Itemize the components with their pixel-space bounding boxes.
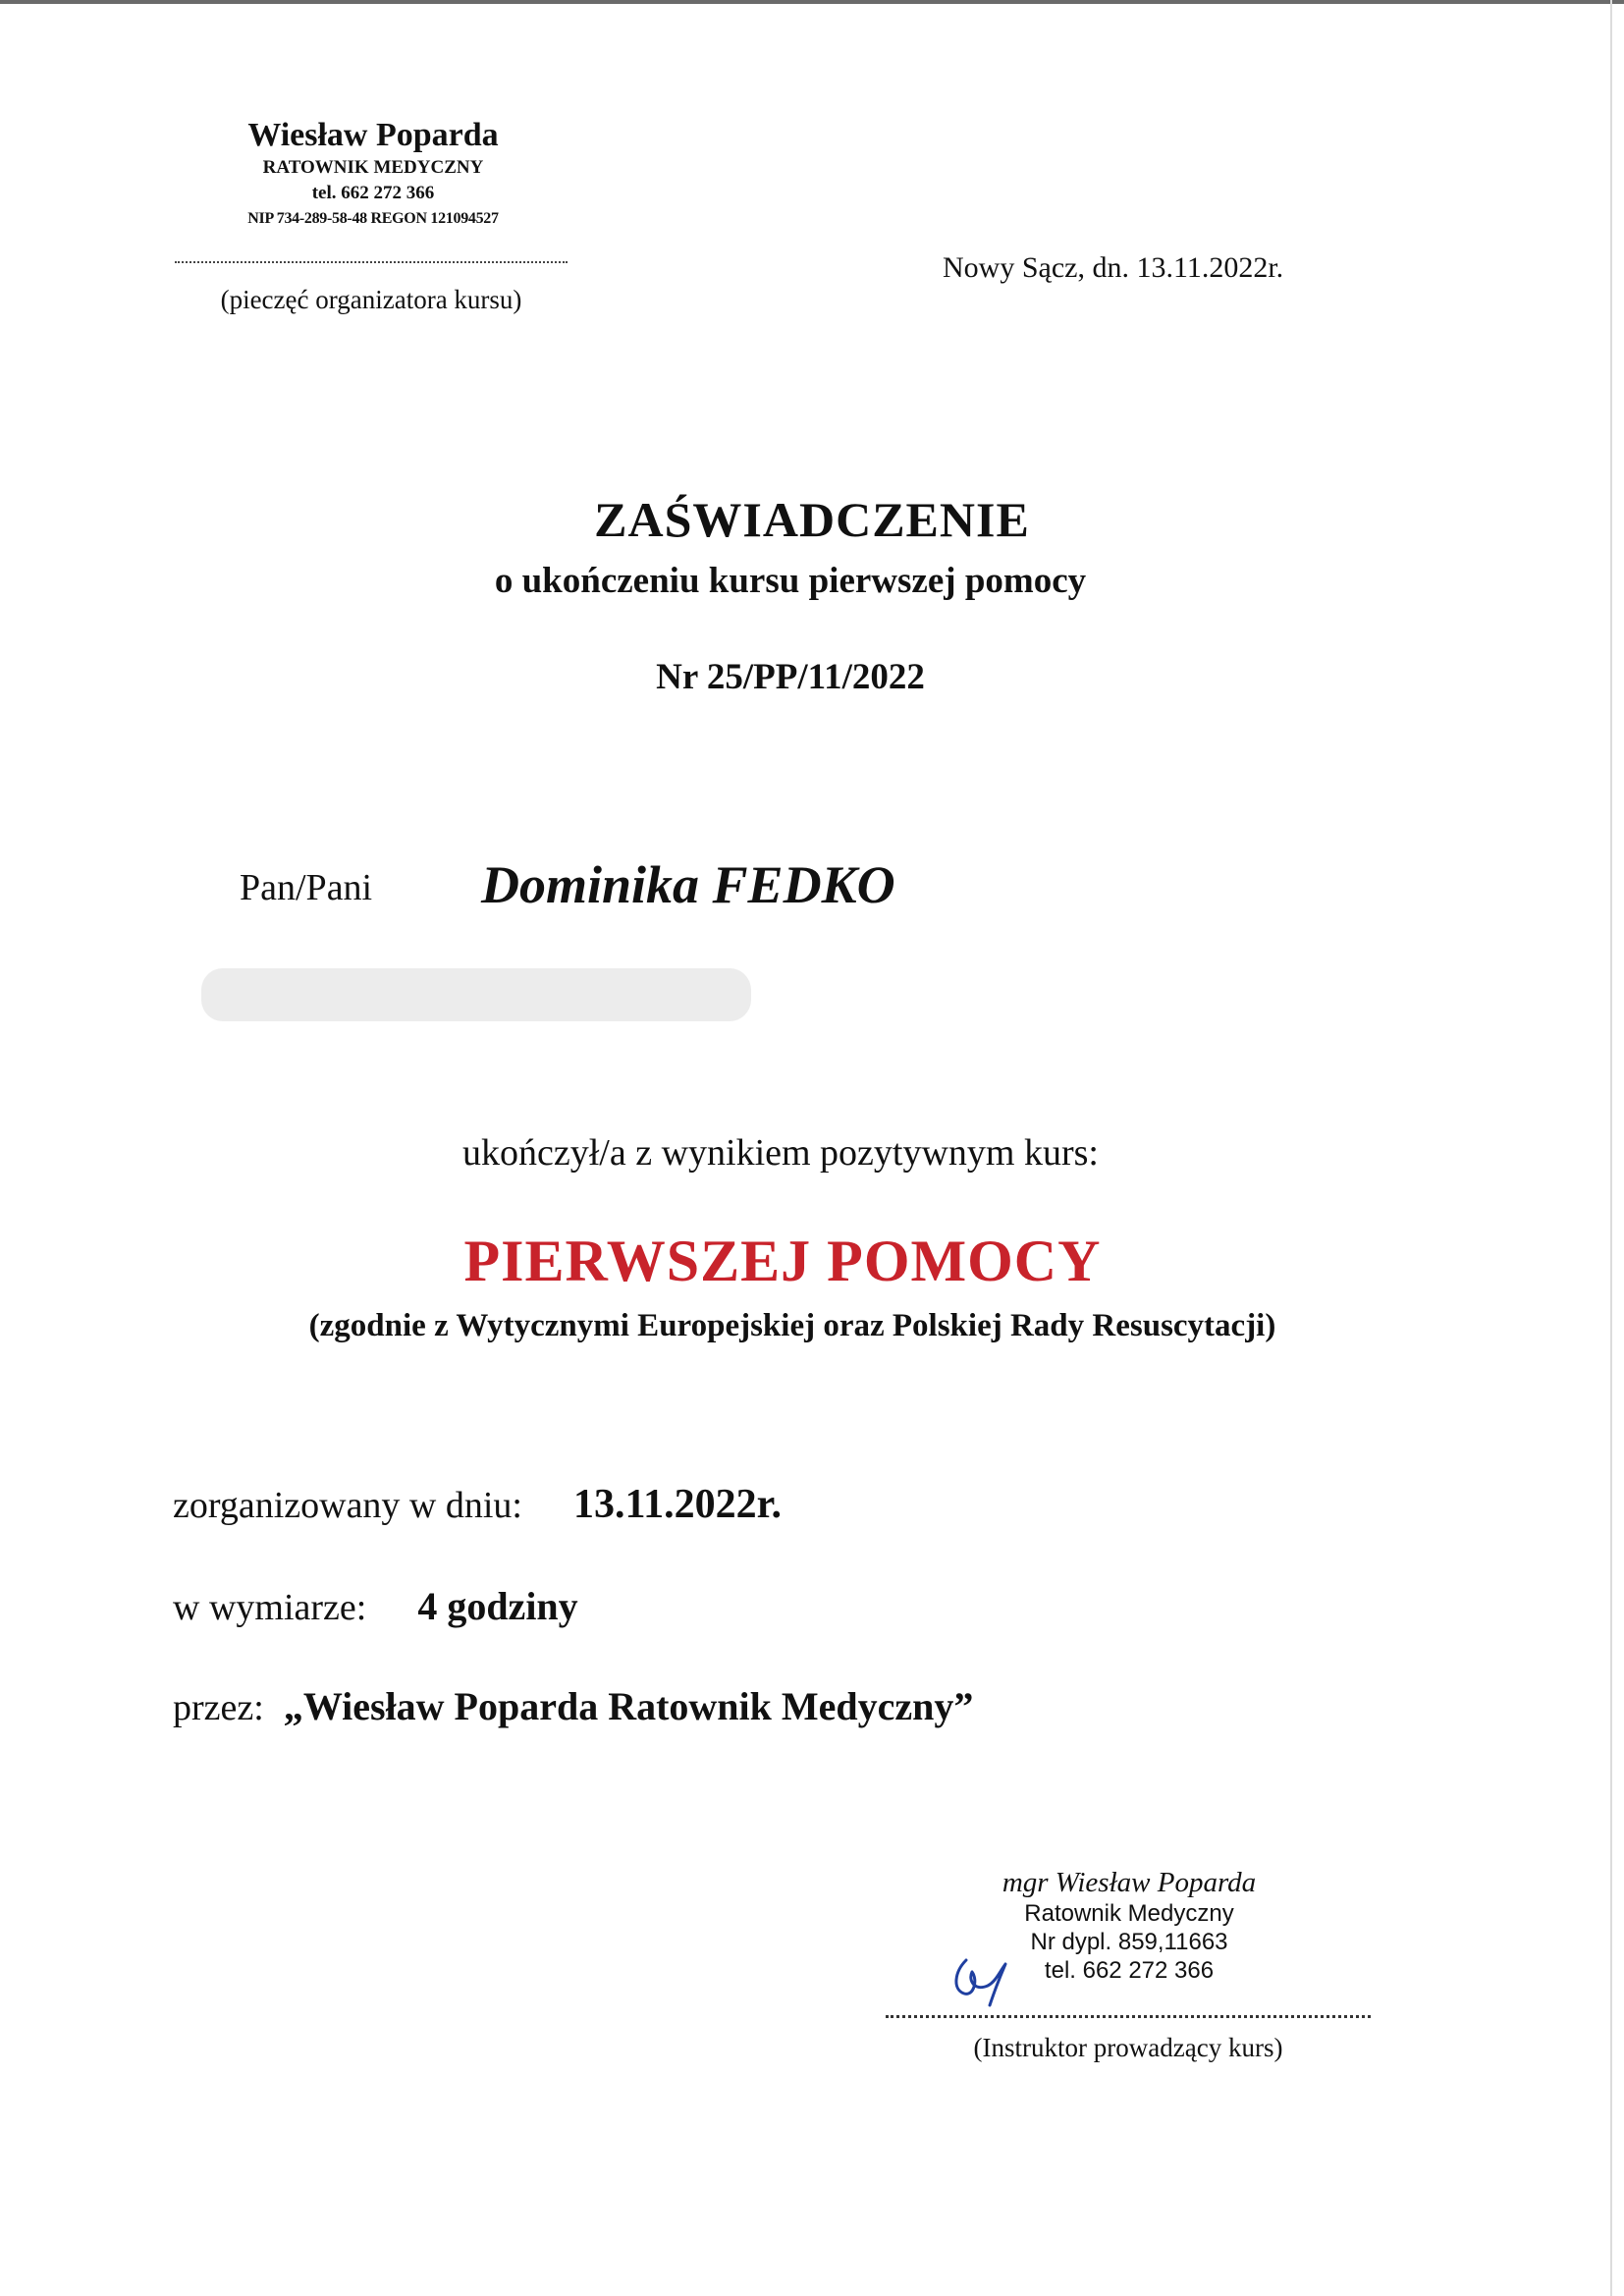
organized-label: zorganizowany w dniu: — [173, 1485, 522, 1526]
duration-row — [173, 1583, 578, 1629]
course-title: PIERWSZEJ POMOCY — [463, 1229, 1102, 1293]
duration-value: 4 godziny — [417, 1584, 578, 1628]
organized-row — [173, 1481, 782, 1528]
recipient-name: Dominika FEDKO — [481, 855, 895, 914]
signature-dotted-line — [886, 2011, 1371, 2018]
course-guidelines: (zgodnie z Wytycznymi Europejskiej oraz Polskiej Rady Resuscytacji) — [308, 1308, 1276, 1343]
document-title: ZAŚWIADCZENIE — [594, 492, 1030, 547]
redacted-field — [201, 968, 751, 1021]
instructor-diploma: Nr dypl. 859,11663 — [1030, 1929, 1228, 1955]
stamp-role: RATOWNIK MEDYCZNY — [262, 157, 484, 178]
stamp-ids: NIP 734-289-58-48 REGON 121094527 — [247, 210, 499, 227]
organizer-row — [173, 1683, 973, 1729]
organized-date: 13.11.2022r. — [573, 1482, 782, 1527]
scan-edge-top — [0, 0, 1624, 4]
stamp-caption: (pieczęć organizatora kursu) — [220, 285, 522, 314]
organizer-value: „Wiesław Poparda Ratownik Medyczny” — [283, 1684, 974, 1728]
duration-label: w wymiarze: — [173, 1587, 367, 1628]
stamp-phone: tel. 662 272 366 — [311, 183, 435, 203]
instructor-phone: tel. 662 272 366 — [1044, 1957, 1215, 1984]
scan-edge-right — [1610, 0, 1612, 2296]
signature-caption: (Instruktor prowadzący kurs) — [973, 2033, 1283, 2062]
place-date: Nowy Sącz, dn. 13.11.2022r. — [943, 251, 1284, 284]
organizer-stamp — [177, 116, 569, 232]
stamp-dotted-line — [175, 257, 568, 263]
completion-text: ukończył/a z wynikiem pozytywnym kurs: — [462, 1132, 1099, 1174]
document-subtitle: o ukończeniu kursu pierwszej pomocy — [494, 561, 1087, 601]
instructor-name: mgr Wiesław Poparda — [1001, 1867, 1257, 1898]
organizer-label: przez: — [173, 1687, 264, 1728]
instructor-role: Ratownik Medyczny — [1024, 1900, 1234, 1927]
recipient-label: Pan/Pani — [240, 867, 373, 908]
certificate-number: Nr 25/PP/11/2022 — [656, 657, 925, 697]
handwritten-signature — [945, 1950, 1043, 2009]
stamp-name: Wiesław Poparda — [247, 117, 499, 153]
